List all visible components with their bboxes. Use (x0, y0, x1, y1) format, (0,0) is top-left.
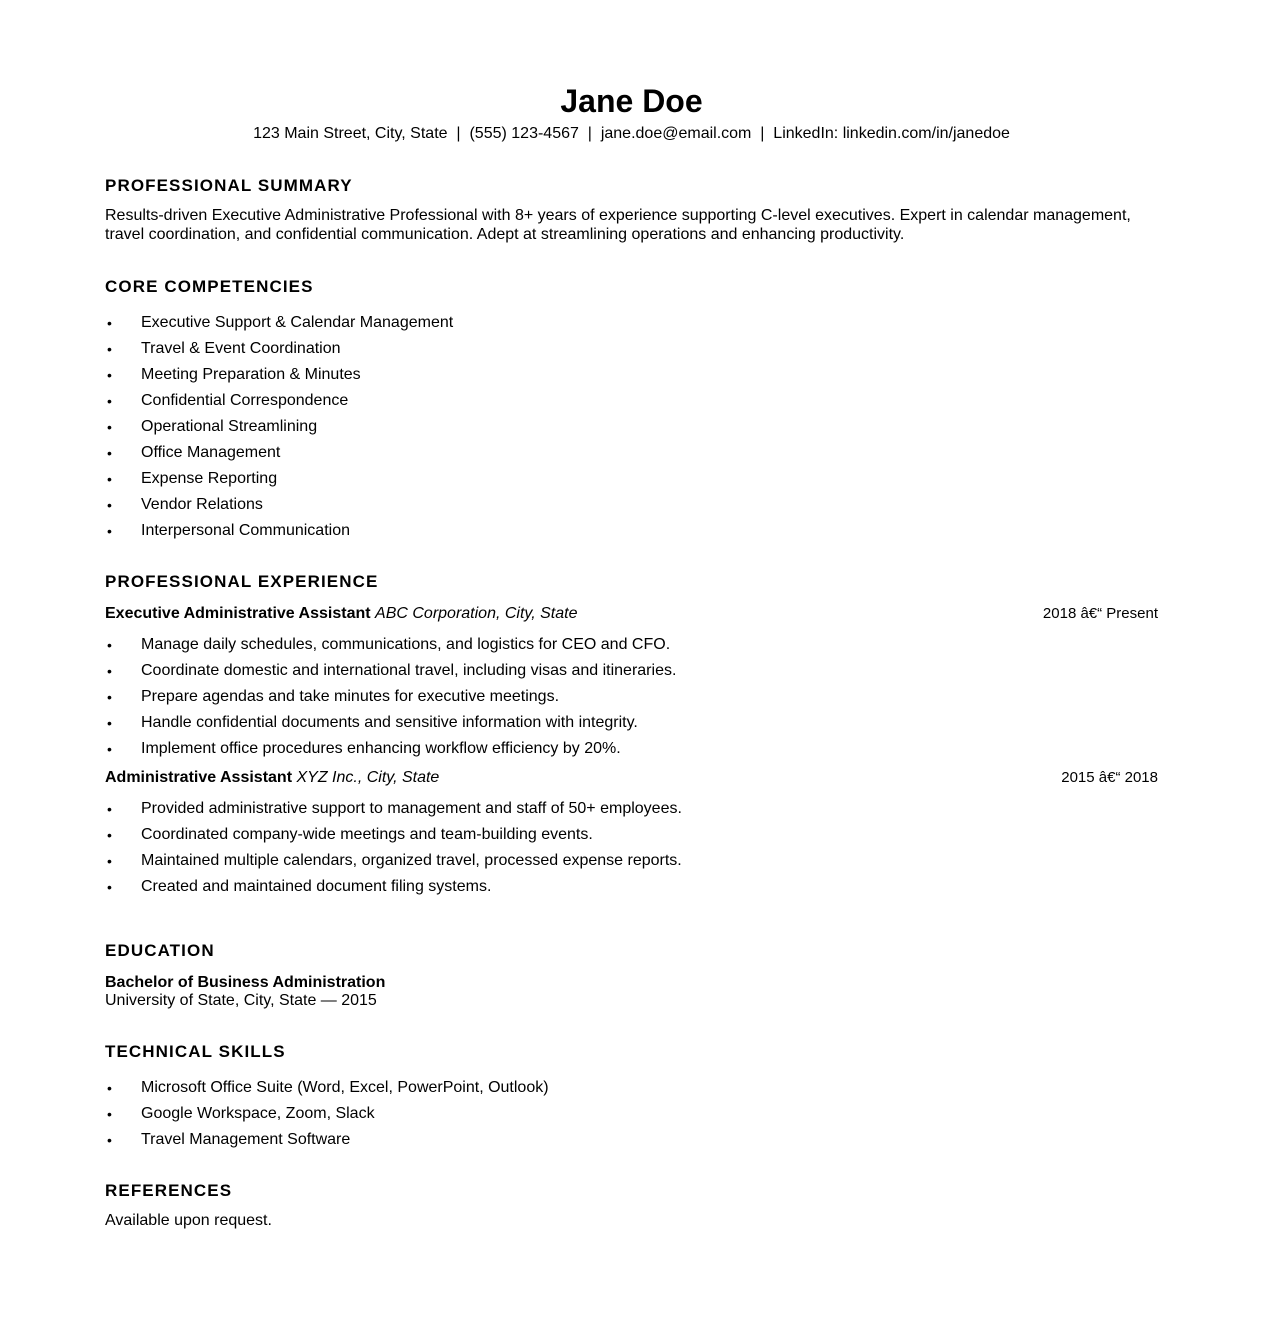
list-item: • Created and maintained document filing systems. (105, 874, 1158, 900)
bullet-icon: • (107, 853, 112, 869)
bullet-icon: • (107, 341, 112, 357)
list-item: • Expense Reporting (105, 466, 1158, 492)
job-entry (105, 768, 1158, 900)
contact-line: 123 Main Street, City, State | (555) 123-4567 | jane.doe@email.com | LinkedIn: linkedin.com/in/janedoe (253, 125, 1010, 142)
bullet-icon: • (107, 801, 112, 817)
job-dates: 2015 â€“ 2018 (1061, 769, 1158, 786)
list-item: • Google Workspace, Zoom, Slack (105, 1101, 1158, 1127)
section-title: PROFESSIONAL SUMMARY (105, 176, 353, 195)
list-item: • Interpersonal Communication (105, 518, 1158, 544)
bullet-icon: • (107, 393, 112, 409)
job-title: Administrative Assistant (105, 769, 293, 786)
resume-page (105, 82, 1158, 1229)
list-item: • Manage daily schedules, communications, and logistics for CEO and CFO. (105, 632, 1158, 658)
technical-skills-list (105, 1075, 1158, 1153)
job-header (105, 768, 1158, 788)
bullet-icon: • (107, 741, 112, 757)
list-item: • Travel Management Software (105, 1127, 1158, 1153)
section-title: TECHNICAL SKILLS (105, 1042, 286, 1061)
list-item: • Operational Streamlining (105, 414, 1158, 440)
list-item: • Coordinated company-wide meetings and team-building events. (105, 822, 1158, 848)
bullet-icon: • (107, 879, 112, 895)
section-professional-experience (105, 572, 1158, 900)
bullet-icon: • (107, 315, 112, 331)
list-item: • Travel & Event Coordination (105, 336, 1158, 362)
list-item: • Vendor Relations (105, 492, 1158, 518)
bullet-icon: • (107, 419, 112, 435)
bullet-icon: • (107, 1106, 112, 1122)
job-bullets (105, 632, 1158, 762)
job-title: Executive Administrative Assistant (105, 605, 371, 622)
job-dates: 2018 â€“ Present (1042, 605, 1158, 622)
list-item: • Maintained multiple calendars, organized travel, processed expense reports. (105, 848, 1158, 874)
list-item: • Office Management (105, 440, 1158, 466)
bullet-icon: • (107, 689, 112, 705)
job-entry (105, 604, 1158, 762)
section-title: REFERENCES (105, 1181, 233, 1200)
bullet-icon: • (107, 663, 112, 679)
list-item: • Executive Support & Calendar Management (105, 310, 1158, 336)
section-core-competencies (105, 277, 1158, 544)
list-item: • Implement office procedures enhancing workflow efficiency by 20%. (105, 736, 1158, 762)
competencies-list (105, 310, 1158, 544)
section-references (105, 1181, 1158, 1231)
bullet-icon: • (107, 827, 112, 843)
list-item: • Coordinate domestic and international travel, including visas and itineraries. (105, 658, 1158, 684)
bullet-icon: • (107, 1132, 112, 1148)
list-item: • Meeting Preparation & Minutes (105, 362, 1158, 388)
job-company: ABC Corporation, City, State (375, 605, 578, 622)
education-degree: Bachelor of Business Administration (105, 974, 386, 991)
list-item: • Prepare agendas and take minutes for executive meetings. (105, 684, 1158, 710)
section-professional-summary (105, 176, 1158, 244)
section-education (105, 941, 1158, 1010)
list-item: • Confidential Correspondence (105, 388, 1158, 414)
bullet-icon: • (107, 367, 112, 383)
job-bullets (105, 796, 1158, 900)
summary-text: Results-driven Executive Administrative Professional with 8+ years of experience supporting C-level executives. Expert in calendar management, travel coordination, and confidential communication. Adept at streamlining operations and enhancing productivity. (105, 207, 1131, 243)
bullet-icon: • (107, 523, 112, 539)
bullet-icon: • (107, 445, 112, 461)
bullet-icon: • (107, 497, 112, 513)
list-item: • Microsoft Office Suite (Word, Excel, PowerPoint, Outlook) (105, 1075, 1158, 1101)
bullet-icon: • (107, 715, 112, 731)
job-company: XYZ Inc., City, State (296, 769, 440, 786)
job-header (105, 604, 1158, 624)
list-item: • Handle confidential documents and sensitive information with integrity. (105, 710, 1158, 736)
education-school: University of State, City, State — 2015 (105, 992, 377, 1009)
bullet-icon: • (107, 637, 112, 653)
list-item: • Provided administrative support to management and staff of 50+ employees. (105, 796, 1158, 822)
bullet-icon: • (107, 471, 112, 487)
section-title: EDUCATION (105, 941, 215, 960)
section-title: PROFESSIONAL EXPERIENCE (105, 572, 379, 591)
candidate-name: Jane Doe (560, 83, 703, 119)
section-title: CORE COMPETENCIES (105, 277, 314, 296)
section-technical-skills (105, 1042, 1158, 1153)
references-text: Available upon request. (105, 1212, 272, 1229)
bullet-icon: • (107, 1080, 112, 1096)
